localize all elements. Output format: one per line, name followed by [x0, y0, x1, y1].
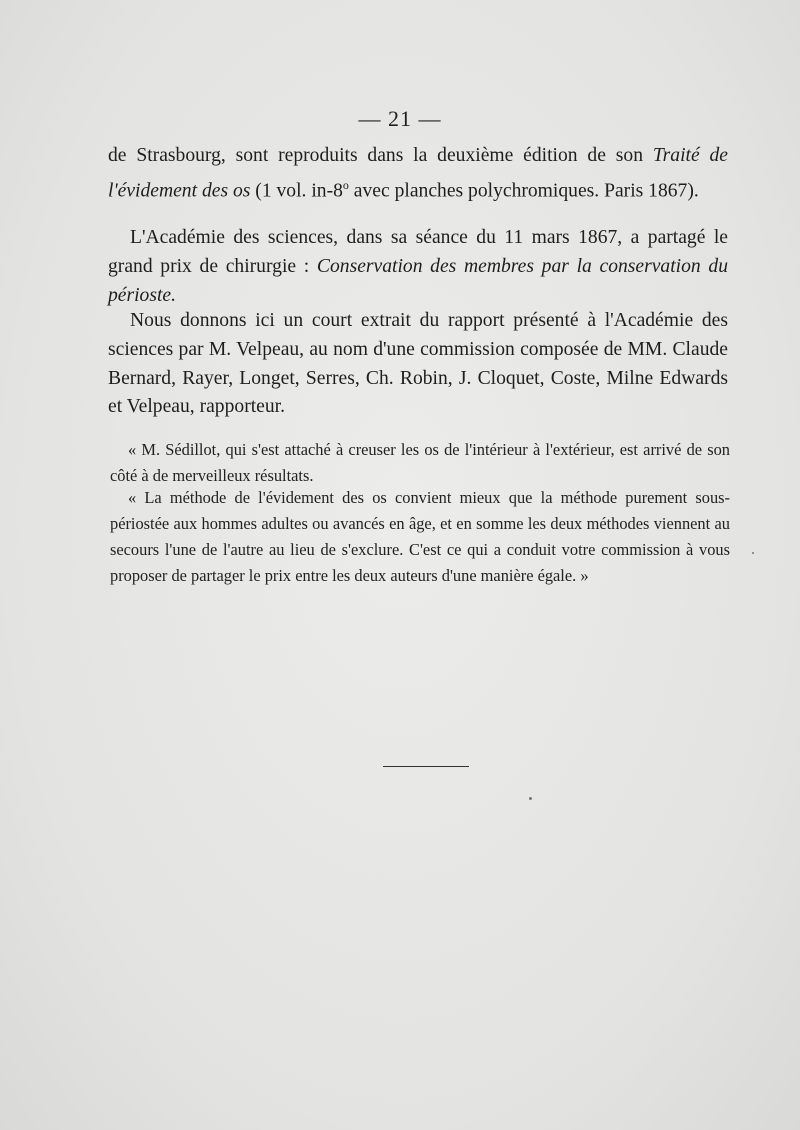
quote-1-text: « M. Sédillot, qui s'est attaché à creuser les os de l'intérieur à l'extérieur, est arrivé de son côté à de merveilleux résultats. [110, 440, 730, 485]
quote-paragraph-2 [110, 485, 730, 589]
prize-subject-title: Conservation des membres par la conservation du périoste. [108, 255, 728, 306]
paragraph-2 [108, 224, 728, 310]
page-number: — 21 — [358, 106, 442, 131]
quote-paragraph-1 [110, 437, 730, 489]
paragraph-1-text-a: de Strasbourg, sont reproduits dans la deuxième édition de son [108, 145, 653, 166]
closing-rule [383, 766, 469, 767]
paper-speck [752, 552, 754, 554]
paragraph-1 [108, 142, 728, 206]
paragraph-1-text-b: (1 vol. in-8 [250, 180, 343, 202]
superscript-o: o [342, 177, 349, 192]
quote-2-text: « La méthode de l'évidement des os convient mieux que la méthode purement sous-périostée aux hommes adultes ou avancés en âge, et en somme les deux méthodes viennent au secours l'une de l'autre au lieu de s'exclure. C'est ce qui a conduit votre commission à vous proposer de partager le prix entre les deux auteurs d'une manière égale. » [110, 488, 730, 585]
paper-speck [529, 797, 532, 800]
book-title: Traité de l'évidement des os [108, 145, 729, 202]
paragraph-2-text: L'Académie des sciences, dans sa séance du 11 mars 1867, a partagé le grand prix de chirurgie : [108, 227, 728, 277]
paragraph-1-text-c: avec planches polychromiques. Paris 1867). [348, 180, 699, 202]
paragraph-3-text: Nous donnons ici un court extrait du rapport présenté à l'Académie des sciences par M. Velpeau, au nom d'une commission composée de MM. Claude Bernard, Rayer, Longet, Serres, Ch. Robin, J. Cloquet, Coste, Milne Edwards et Velpeau, rapporteur. [108, 310, 728, 418]
paragraph-3 [108, 307, 728, 422]
